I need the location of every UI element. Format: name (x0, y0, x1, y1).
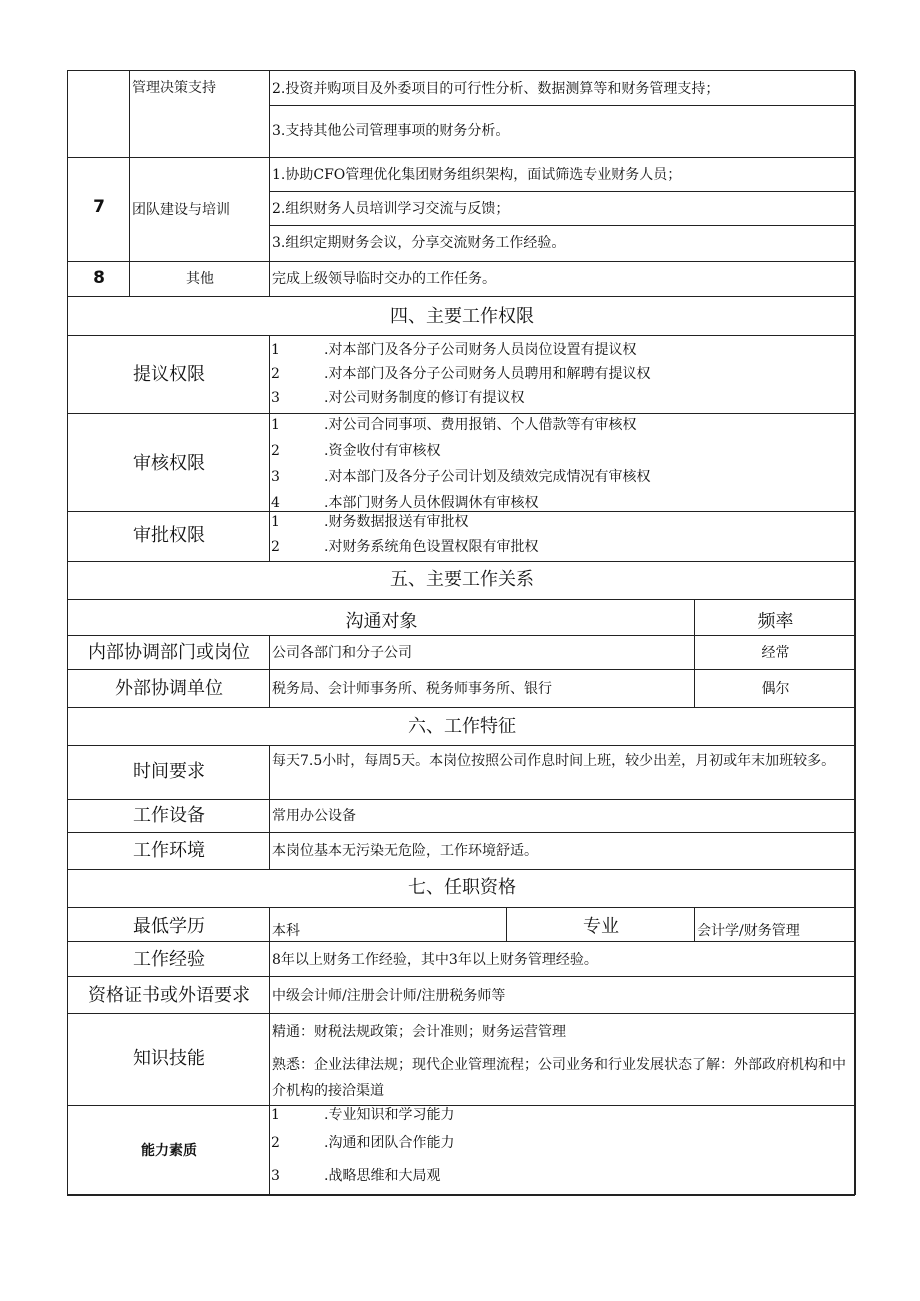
skill-line-1: 精通：财税法规政策；会计准则；财务运营管理 (272, 1024, 566, 1040)
approve-item-2: .对财务系统角色设置权限有审批权 (324, 539, 539, 555)
time-label: 时间要求 (133, 761, 205, 782)
duty-decision-3: 3.支持其他公司管理事项的财务分析。 (272, 123, 510, 139)
propose-item-2: .对本部门及各分子公司财务人员聘用和解聘有提议权 (324, 366, 651, 382)
external-label: 外部协调单位 (115, 678, 223, 699)
row-number-7: 7 (93, 197, 105, 217)
edu-value-cell (270, 908, 507, 942)
ability-item-2-num: 2 (271, 1135, 280, 1151)
propose-item-1: .对本部门及各分子公司财务人员岗位设置有提议权 (324, 342, 637, 358)
category-team: 团队建设与培训 (132, 202, 230, 218)
propose-item-2-num: 2 (271, 366, 280, 382)
time-value: 每天7.5小时，每周5天。本岗位按照公司作息时间上班，较少出差，月初或年末加班较多。 (272, 753, 836, 769)
col-freq-header: 频率 (757, 611, 794, 632)
internal-freq: 经常 (761, 645, 790, 661)
approve-item-1-num: 1 (271, 514, 280, 530)
duty-other: 完成上级领导临时交办的工作任务。 (272, 271, 496, 287)
approve-label: 审批权限 (133, 525, 205, 546)
review-item-3: .对本部门及各分子公司计划及绩效完成情况有审核权 (324, 469, 651, 485)
row-number-8: 8 (93, 268, 105, 288)
review-item-2-num: 2 (271, 443, 280, 459)
env-label: 工作环境 (133, 840, 205, 861)
job-description-table (67, 70, 855, 1196)
major-label: 专业 (583, 916, 619, 937)
approve-item-1: .财务数据报送有审批权 (324, 514, 469, 530)
num-cell-empty (68, 71, 130, 158)
exp-value: 8年以上财务工作经验，其中3年以上财务管理经验。 (272, 952, 598, 968)
section-5-title: 五、主要工作关系 (390, 569, 534, 590)
category-decision: 管理决策支持 (132, 80, 216, 96)
review-item-1: .对公司合同事项、费用报销、个人借款等有审核权 (324, 417, 637, 433)
duty-team-3: 3.组织定期财务会议，分享交流财务工作经验。 (272, 235, 566, 251)
ability-item-1: .专业知识和学习能力 (324, 1107, 455, 1123)
ability-item-2: .沟通和团队合作能力 (324, 1135, 455, 1151)
propose-item-3: .对公司财务制度的修订有提议权 (324, 390, 525, 406)
edu-label: 最低学历 (133, 916, 205, 937)
external-target: 税务局、会计师事务所、税务师事务所、银行 (272, 681, 552, 697)
duty-team-1: 1.协助CFO管理优化集团财务组织架构，面试筛选专业财务人员； (272, 167, 682, 183)
env-value: 本岗位基本无污染无危险，工作环境舒适。 (272, 843, 538, 859)
review-item-4-num: 4 (271, 495, 280, 511)
cert-label: 资格证书或外语要求 (88, 985, 250, 1006)
propose-item-1-num: 1 (271, 342, 280, 358)
equip-value-cell (270, 800, 856, 833)
cert-value: 中级会计师/注册会计师/注册税务师等 (272, 988, 506, 1004)
equip-label: 工作设备 (133, 805, 205, 826)
internal-target: 公司各部门和分子公司 (272, 645, 412, 661)
section-6-title: 六、工作特征 (408, 716, 516, 737)
external-freq: 偶尔 (761, 681, 790, 697)
category-other: 其他 (186, 271, 214, 287)
edu-value: 本科 (272, 923, 300, 939)
skill-line-2: 熟悉：企业法律法规；现代企业管理流程；公司业务和行业发展状态了解：外部政府机构和中介机构的接洽渠道 (272, 1057, 846, 1099)
approve-item-2-num: 2 (271, 539, 280, 555)
major-value: 会计学/财务管理 (697, 923, 800, 939)
review-item-3-num: 3 (271, 469, 280, 485)
ability-item-1-num: 1 (271, 1107, 280, 1123)
section-4-title: 四、主要工作权限 (390, 306, 534, 327)
equip-value: 常用办公设备 (272, 808, 356, 824)
review-label: 审核权限 (133, 453, 205, 474)
ability-label: 能力素质 (141, 1143, 197, 1159)
section-7-title: 七、任职资格 (408, 877, 516, 898)
propose-label: 提议权限 (133, 364, 205, 385)
internal-label: 内部协调部门或岗位 (88, 642, 250, 663)
duty-team-2: 2.组织财务人员培训学习交流与反馈； (272, 201, 510, 217)
review-item-2: .资金收付有审核权 (324, 443, 441, 459)
review-item-1-num: 1 (271, 417, 280, 433)
ability-item-3: .战略思维和大局观 (324, 1168, 441, 1184)
col-target-header: 沟通对象 (345, 611, 418, 632)
propose-item-3-num: 3 (271, 390, 280, 406)
ability-item-3-num: 3 (271, 1168, 280, 1184)
skill-label: 知识技能 (133, 1048, 205, 1069)
review-item-4: .本部门财务人员休假调休有审核权 (324, 495, 539, 511)
exp-label: 工作经验 (133, 949, 205, 970)
duty-decision-2: 2.投资并购项目及外委项目的可行性分析、数据测算等和财务管理支持； (272, 81, 720, 97)
